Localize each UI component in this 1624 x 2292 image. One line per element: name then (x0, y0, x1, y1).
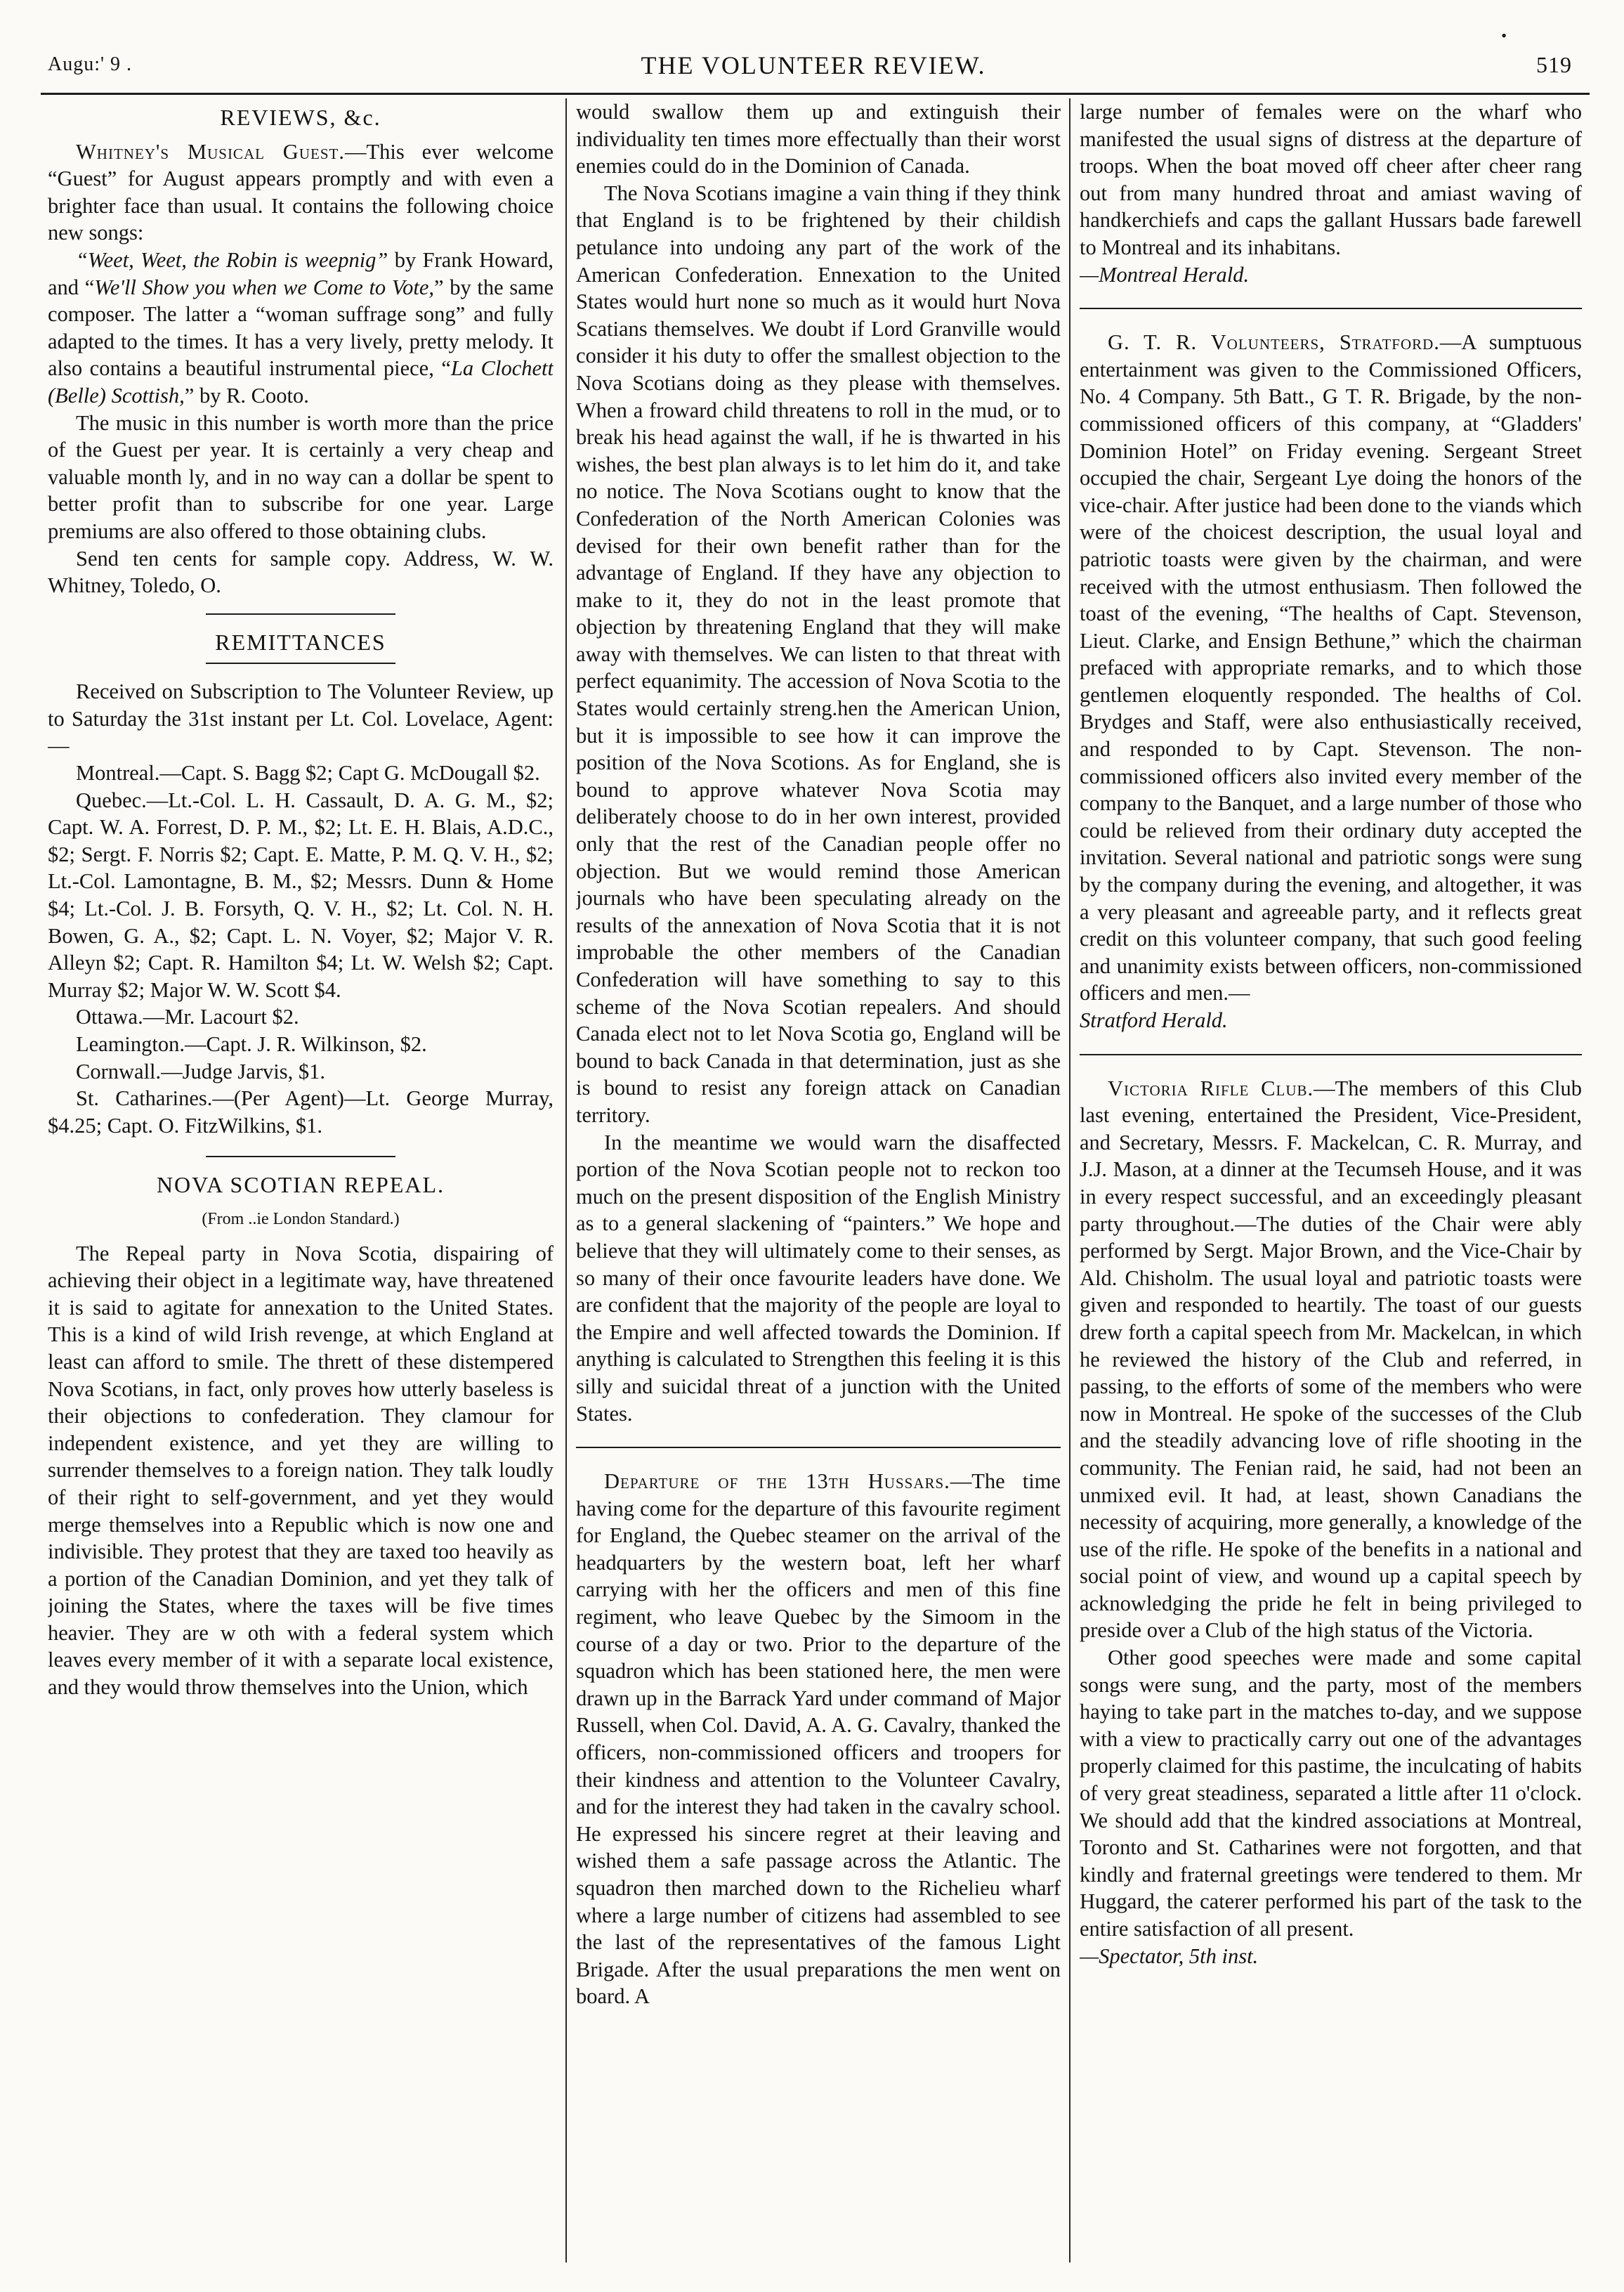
page-header (41, 27, 1586, 90)
vrc-paragraph-2: Other good speeches were made and some capital songs were sung, and the party, most of the members haying to take part in the matches to-day, and we suppose with a view to practically carry out one of the advantages properly claimed for this pastime, the inculcating of habits of very great steadiness, separated a little after 11 o'clock. We should add that the kindred associations at Montreal, Toronto and St. Catharines were not forgotten, and that kindly and fraternal greetings were tendered to them. Mr Huggard, the caterer performed his part of the task to the entire satisfaction of all present. (1080, 1646, 1582, 1941)
column-rule-1 (565, 98, 567, 2262)
hussars-lead: Departure of the 13th Hussars. (604, 1469, 950, 1494)
gtr-lead: G. T. R. Volunteers, Stratford. (1108, 330, 1440, 355)
remit-leamington: Leamington.—Capt. J. R. Wilkinson, $2. (76, 1032, 427, 1056)
section-rule (206, 613, 395, 615)
section-rule (1080, 308, 1582, 309)
vrc-article (1080, 1075, 1582, 1644)
spectator-signature: —Spectator, 5th inst. (1080, 1943, 1259, 1968)
header-rule (41, 93, 1590, 95)
vrc-body: —The members of this Club last evening, entertained the President, Vice-President, and Secretary, Messrs. F. Mackelcan, C. R. Murray, and J.J. Mason, at a dinner at the Tecumseh House, and it was in every respect successful, and an exceedingly pleasant party throughout.—The duties of the Chair were ably performed by Sergt. Major Brown, and the Vice-Chair by Ald. Chisholm. The usual loyal and patriotic toasts were given and responded to heartily. The toast of our guests drew forth a capital speech from Mr. Mackelcan, in which he reviewed the history of the Club and referred, in passing, to the efforts of some of the members who were now in Montreal. He spoke of the successes of the Club and the steadily advancing love of rifle shooting in the community. The Fenian raid, he said, had not been an unmixed evil. It had, at least, shown Canadians the necessity of acquiring, more generally, a knowledge of the use of the rifle. He spoke of the benefits in a national and social point of view, and wound up a capital speech by acknowledging the pride he felt in being privileged to preside over a Club of the high status of the Victoria. (1080, 1076, 1582, 1643)
section-rule (206, 663, 395, 664)
remit-quebec: Quebec.—Lt.-Col. L. H. Cassault, D. A. G. M., $2; Capt. W. A. Forrest, D. P. M., $2; Lt. E. H. Blais, A.D.C., $2; Sergt. F. Norris $2; Capt. E. Matte, P. M. Q. V. H., $2; Lt.-Col. Lamontagne, B. M., $2; Messrs. Dunn & Home $4; Lt.-Col. J. B. Forsyth, Q. V. H., $2; Lt. Col. N. H. Bowen, G. A., $2; Capt. L. N. Voyer, $2; Major V. R. Alleyn $2; Capt. R. Hamilton $4; Lt. W. Welsh $2; Capt. Murray $2; Major W. W. Scott $4. (48, 788, 554, 1002)
whitney-body: —This ever welcome “Guest” for August appears promptly and with even a brighter face than usual. It contains the following choice new songs: (48, 139, 554, 245)
column-1 (48, 98, 554, 2262)
column-2 (576, 98, 1061, 2262)
song-title-2: We'll Show you when we Come to Vote, (94, 275, 434, 299)
print-speck: • (1501, 27, 1507, 44)
reviews-heading: REVIEWS, &c. (220, 105, 381, 130)
songs-paragraph (48, 247, 554, 410)
nova-paragraph-1: The Repeal party in Nova Scotia, dispairing of achieving their object in a legitimate way, have threatened it is said to agitate for annexation to the United States. This is a kind of wild Irish revenge, at which England at least can afford to smile. The thrett of these distempered Nova Scotians, in fact, only proves how utterly baseless is their objections to confederation. They clamour for independent existence, and yet they are willing to surrender themselves to a foreign nation. They talk loudly of their right to self-government, and yet they would merge themselves into a Republic which is now one and indivisible. They protest that they are taxed too heavily as a portion of the Canadian Dominion, and yet they talk of joining the States, where the taxes will be five times heavier. They are w oth with a federal system which leaves every member of it with a separate local existence, and they would throw themselves into the Union, which (48, 1241, 554, 1700)
whitney-lead: Whitney's Musical Guest. (76, 139, 345, 164)
song-title-3: La Clochett (Belle) Scottish, (48, 356, 554, 408)
vrc-lead: Victoria Rifle Club. (1108, 1076, 1314, 1100)
remit-cornwall: Cornwall.—Judge Jarvis, $1. (76, 1059, 325, 1083)
music-paragraph: The music in this number is worth more than the price of the Guest per year. It is certainly a very cheap and valuable month ly, and in no way can a dollar be spent to better profit than to subscribe for one year. Large premiums are also offered to those obtaining clubs. (48, 410, 554, 543)
section-rule (1080, 1054, 1582, 1055)
section-rule (206, 1156, 395, 1157)
issue-date: Augu:' 9 . (48, 53, 133, 75)
section-rule (576, 1447, 1061, 1448)
nova-paragraph-2: would swallow them up and extinguish their individuality ten times more effectually than their worst enemies could do in the Dominion of Canada. (576, 100, 1061, 178)
remit-ottawa: Ottawa.—Mr. Lacourt $2. (76, 1005, 299, 1029)
gtr-body: —A sumptuous entertainment was given to the Commissioned Officers, No. 4 Company. 5th Batt., G T. R. Brigade, by the non-commissioned officers of this company, at “Gladders' Dominion Hotel” on Friday evening. Sergeant Street occupied the chair, Sergeant Lye doing the honors of the vice-chair. After justice had been done to the viands which were of the choicest description, the usual loyal and patriotic toasts were given by the chairman, and were received with the utmost enthusiasm. Then followed the toast of the evening, “The healths of Capt. Stevenson, Lieut. Clarke, and Ensign Bethune,” which the chairman prefaced with appropriate remarks, and to which those gentlemen eloquently responded. The healths of Col. Brydges and Staff, were also enthusiastically received, and responded to by Capt. Stevenson. The non-commissioned officers also invited every member of the company to the Banquet, and a large number of those who could be relieved from their ordinary duty accepted the invitation. Several national and patriotic songs were sung by the company during the evening, and altogether, it was a very pleasant and agreeable party, and it reflects great credit on this volunteer company, that such good feeling and unanimity exists between officers, non-commissioned officers and men.— (1080, 330, 1582, 1005)
montreal-herald-signature: —Montreal Herald. (1080, 262, 1250, 287)
remittances-intro: Received on Subscription to The Volunteer Review, up to Saturday the 31st instant per Lt. Col. Lovelace, Agent:— (48, 679, 554, 758)
nova-source-line: (From ..ie London Standard.) (202, 1209, 400, 1228)
songs-text-1: by Frank Howard, and “ (48, 247, 554, 299)
gtr-article (1080, 329, 1582, 1007)
page-number: 519 (1536, 52, 1572, 77)
hussars-continued: large number of females were on the wharf who manifested the usual signs of distress at the departure of troops. When the boat moved off cheer after cheer rang out from many hundred throat and amiast waving of handkerchiefs and caps the gallant Hussars bade farewell to Montreal and its inhabitans. (1080, 100, 1582, 259)
remit-montreal: Montreal.—Capt. S. Bagg $2; Capt G. McDougall $2. (76, 761, 540, 786)
whitney-review (48, 138, 554, 247)
column-rule-2 (1069, 98, 1070, 2262)
column-3 (1080, 98, 1582, 2262)
hussars-body: —The time having come for the departure of this favourite regiment for England, the Quebec steamer on the arrival of the headquarters by the western boat, left her wharf carrying with her the officers and men of this fine regiment, who leave Quebec by the Simoom in the course of a day or two. Prior to the departure of the squadron which has been stationed here, the men were drawn up in the Barrack Yard under command of Major Russell, when Col. David, A. A. G. Cavalry, thanked the officers, non-commissioned officers and troopers for their kindness and attention to the Volunteer Cavalry, and for the interest they had taken in the cavalry school. He expressed his sincere regret at their leaving and wished them a safe passage across the Atlantic. The squadron then marched down to the Richelieu wharf where a large number of citizens had assembled to see the last of the representatives of the famous Light Brigade. After the usual preparations the men went on board. A (576, 1469, 1061, 2009)
remit-st-catharines: St. Catharines.—(Per Agent)—Lt. George Murray, $4.25; Capt. O. FitzWilkins, $1. (48, 1086, 554, 1138)
stratford-herald-signature: Stratford Herald. (1080, 1008, 1228, 1032)
nova-paragraph-4: In the meantime we would warn the disaffected portion of the Nova Scotian people not to reckon too much on the present disposition of the English Ministry as to a general slackening of “painters.” We hope and believe that they will ultimately come to their senses, as so many of their once favourite leaders have done. We are confident that the majority of the people are loyal to the Empire and well affected towards the Dominion. If anything is calculated to Strengthen this feeling it is this silly and suicidal threat of a junction with the United States. (576, 1130, 1061, 1426)
send-paragraph: Send ten cents for sample copy. Address, W. W. Whitney, Toledo, O. (48, 546, 554, 598)
remittances-heading: REMITTANCES (215, 629, 386, 655)
nova-paragraph-3: The Nova Scotians imagine a vain thing if they think that England is to be frightened by their childish petulance into undoing any part of the work of the American Confederation. Ennexation to the United States would hurt none so much as it would hurt Nova Scatians themselves. We doubt if Lord Granville would consider it his duty to offer the smallest objection to the Nova Scotians doing as they please with themselves. When a froward child threatens to roll in the mud, or to break his head against the wall, if he is thwarted in his wishes, the best plan always is to let him do it, and take no notice. The Nova Scotians ought to know that the Confederation of the North American Colonies was devised for their own benefit rather than for the advantage of England. If they have any objection to make to it, they do not in the least promote that objection by threatening England that they will make away with themselves. We can listen to that threat with perfect equanimity. The accession of Nova Scotia to the States would certainly streng.hen the American Union, but it is impossible to see how it can improve the position of the Nova Scotions. As for England, she is bound to approve whatever Nova Scotia may deliberately choose to do in her own interest, provided only that the rest of the Canadian people offer no objection. But we would remind those American journals who have been speculating already on the results of the annexation of Nova Scotia that it is not improbable the other members of the Canadian Confederation will have something to say to this scheme of the Nova Scotian repealers. And should Canada elect not to let Nova Scotia go, England will be bound to back Canada in that determination, just as she is bound to resist any foreign attack on Canadian territory. (576, 181, 1061, 1127)
hussars-article (576, 1468, 1061, 2010)
song-title-1: “Weet, Weet, the Robin is weepnig” (76, 247, 388, 272)
nova-scotian-heading: NOVA SCOTIAN REPEAL. (156, 1172, 445, 1198)
songs-text-3: ” by R. Cooto. (184, 383, 309, 408)
masthead-title: THE VOLUNTEER REVIEW. (641, 51, 986, 79)
songs-text-2: ” by the same composer. The latter a “woman suffrage song” and fully adapted to the times. It has a very lively, pretty melody. It also contains a beautiful instrumental piece, “ (48, 275, 554, 381)
